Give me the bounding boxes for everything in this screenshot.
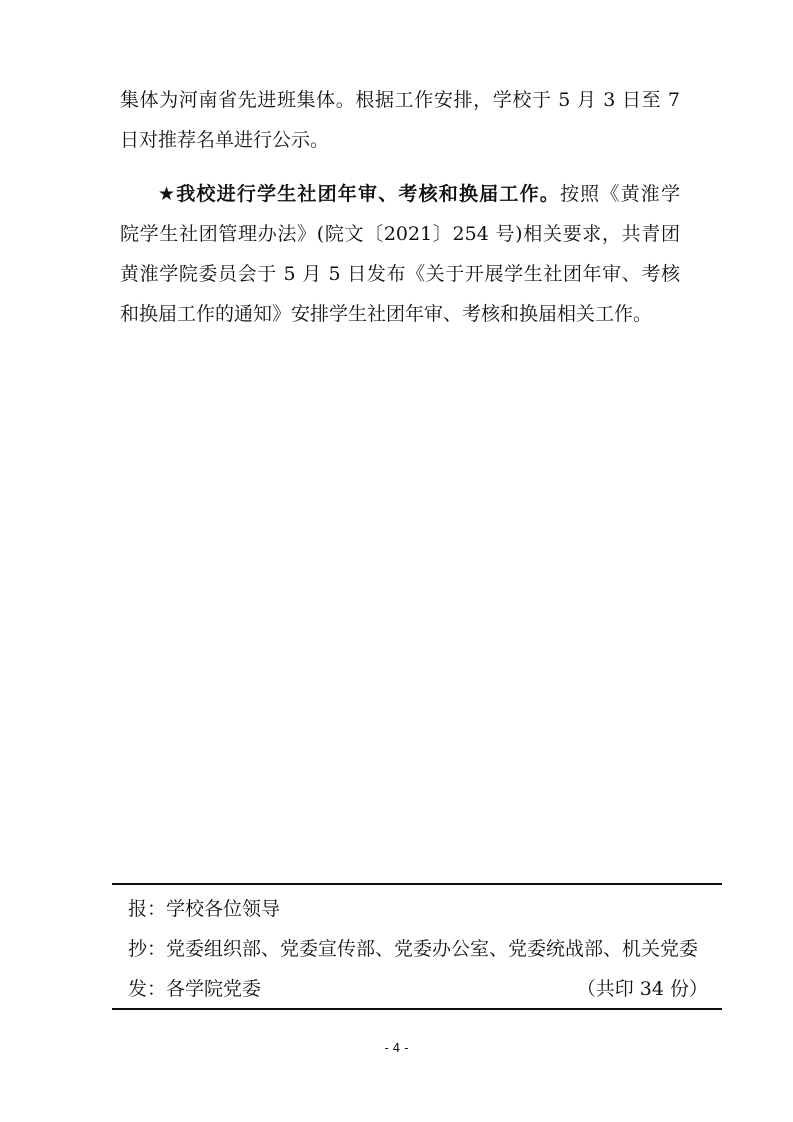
news-heading: ★我校进行学生社团年审、考核和换届工作。	[158, 183, 560, 205]
paragraph-2-line-4: 和换届工作的通知》安排学生社团年审、考核和换届相关工作。	[120, 303, 653, 325]
paragraph-2-line-3: 黄淮学院委员会于 5 月 5 日发布《关于开展学生社团年审、考核	[120, 263, 680, 285]
paragraph-2-line-1	[120, 175, 680, 215]
paragraph-1	[120, 81, 680, 161]
distribution-send: 发：各学院党委	[128, 978, 262, 1000]
copies-count: （共印 34 份）	[576, 978, 708, 1000]
page-number: - 4 -	[384, 1041, 409, 1055]
paragraph-2-line-2: 院学生社团管理办法》(院文〔2021〕254 号)相关要求，共青团	[120, 223, 680, 245]
distribution-send-row	[128, 970, 708, 1008]
distribution-top-rule	[112, 883, 722, 885]
distribution-copy: 抄：党委组织部、党委宣传部、党委办公室、党委统战部、机关党委	[128, 938, 699, 960]
paragraph-1-line-1: 集体为河南省先进班集体。根据工作安排，学校于 5 月 3 日至 7	[120, 89, 680, 111]
paragraph-2-line-1-rest: 按照《黄淮学	[559, 183, 680, 205]
distribution-report: 报：学校各位领导	[128, 898, 281, 920]
paragraph-2	[120, 175, 680, 335]
distribution-bottom-rule	[112, 1008, 722, 1010]
paragraph-1-line-2: 日对推荐名单进行公示。	[120, 129, 330, 151]
